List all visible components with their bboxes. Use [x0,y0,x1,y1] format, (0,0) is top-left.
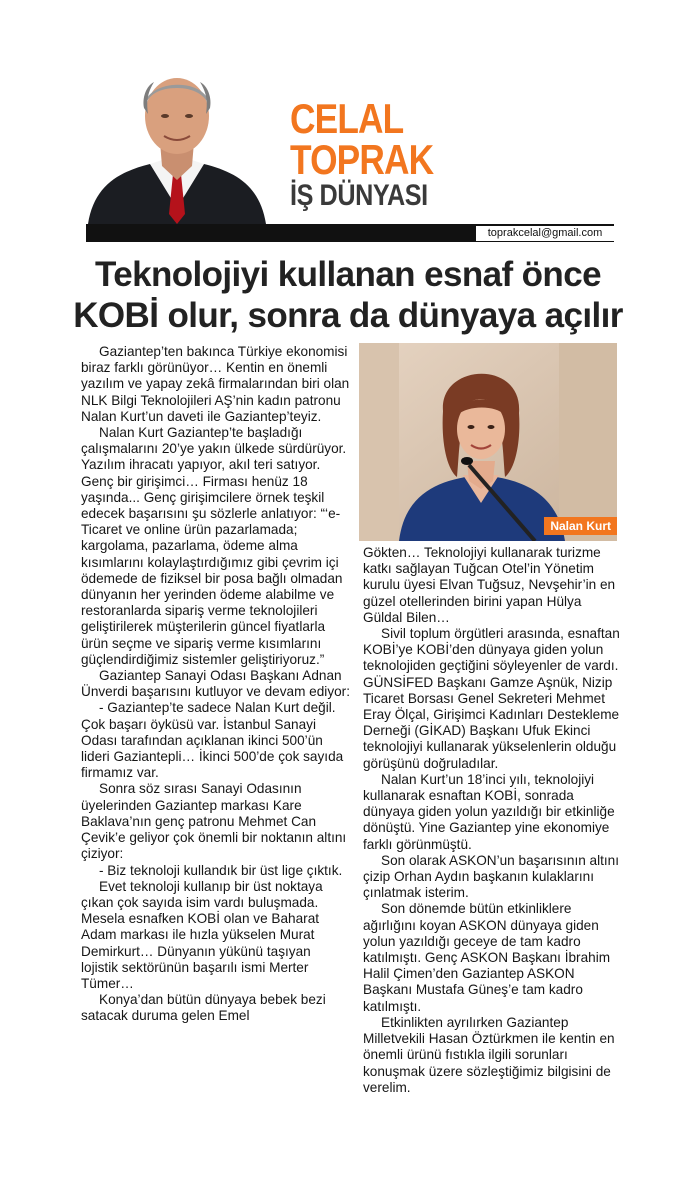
paragraph: Son olarak ASKON’un başarısının altını çizip Orhan Aydın başkanın kulaklarını çınlatmak isterim. [363,852,620,901]
headline-line-1: Teknolojiyi kullanan esnaf önce [95,255,601,294]
nalan-kurt-photo [359,343,617,541]
paragraph: Konya’dan bütün dünyaya bebek bezi satacak duruma gelen Emel [81,992,326,1024]
paragraph: Sivil toplum örgütleri arasında, esnaftan KOBİ’ye KOBİ’den dünyaya giden yolun teknolojiden geçtiğini söyleyenler de vardı. GÜNSİFED Başkanı Gamze Aşnük, Nizip Ticaret Borsası Genel Sekreteri Mehmet Eray Ölçal, Girişimci Kadınları Destekleme Derneği (GİKAD) Başkanı Ufuk Ekinci teknolojiyi kullanarak yükselenlerin olduğu görüşünü doğruladılar. [363,626,620,771]
paragraph: Gaziantep Sanayi Odası Başkanı Adnan Ünverdi başarısını kutluyor ve devam ediyor: [81,668,350,700]
paragraph: Nalan Kurt’un 18’inci yılı, teknolojiyi kullanarak esnaftan KOBİ, sonrada dünyaya giden yolun yazıldığı bir etkinliğe dönüştü. Yine Gaziantep yine ekonomiye farklı görünmüştü. [363,771,615,852]
article-left-column [81,344,351,1025]
columnist-first-name: CELAL [290,95,404,142]
paragraph: Gaziantep’ten bakınca Türkiye ekonomisi biraz farklı görünüyor… Kentin en önemli yazılım ve yapay zekâ firmalarından biri olan NLK Bilgi Teknolojileri AŞ’nin kadın patronu Nalan Kurt’un daveti ile Gaziantep’teyiz. [81,344,350,424]
paragraph: Evet teknoloji kullanıp bir üst noktaya çıkan çok sayıda isim vardı buluşmada. Mesela esnafken KOBİ olan ve Baharat Adam markası ile hızla yükselen Murat Demirkurt… Dünyanın yükünü taşıyan lojistik sektörünün başarılı ismi Merter Tümer… [81,878,323,991]
headline-line-2: KOBİ olur, sonra da dünyaya açılır [73,296,623,335]
columnist-portrait [88,68,266,224]
article-photo [359,343,617,541]
column-header [0,0,696,243]
columnist-email: toprakcelal@gmail.com [476,226,614,241]
paragraph: Sonra söz sırası Sanayi Odasının üyelerinden Gaziantep markası Kare Baklava’nın genç patronu Mehmet Can Çevik’e geliyor çok önemli bir noktanın altını çiziyor: [81,781,347,862]
article-right-column [363,545,621,1096]
paragraph: - Gaziantep’te sadece Nalan Kurt değil. Çok başarı öyküsü var. İstanbul Sanayi Odası tarafından açıklanan ikinci 500’ün lideri Gaziantepli… İkinci 500’de çok sayıda firmamız var. [81,700,344,781]
columnist-last-name: TOPRAK [290,136,434,183]
paragraph: - Biz teknoloji kullandık bir üst lige çıktık. [99,862,343,878]
photo-caption: Nalan Kurt [544,517,617,535]
paragraph: Son dönemde bütün etkinliklere ağırlığını koyan ASKON dünyaya giden yolun yazıldığı geceye de tam kadro katılmıştı. Genç ASKON Başkanı İbrahim Halil Çimen’den Gaziantep ASKON Başkanı Mustafa Güneş’e tam kadro katılmıştı. [363,901,611,1014]
paragraph: Gökten… Teknolojiyi kullanarak turizme katkı sağlayan Tuğcan Otel’in Yönetim kurulu üyesi Elvan Tuğsuz, Nevşehir’in en güzel otellerinden birini yapan Hülya Güldal Bilen… [363,545,616,625]
paragraph: Nalan Kurt Gaziantep’te başladığı çalışmalarını 20’ye yakın ülkede sürdürüyor. Yazılım ihracatı yapıyor, akıl teri satıyor. Genç bir girişimci… Firması henüz 18 yaşında... Genç girişimcilere örnek teşkil edecek başarısını şu sözlerle anlatıyor: “‘e-Ticaret ve online ürün pazarlamada; kargolama, pazarlama, ödeme alma kısımlarını kolaylaştırdığımız gibi çevrim içi ödemede de fiziksel bir posa bağlı olmadan dünyanın her yerinden ödeme alabilme ve restoranlarda sipariş verme teknolojileri geliştirilerek müşterilerin güncel fiyatlarla ürün seçme ve sipariş verme kısımlarını güçlendirdiğimiz sistemler geliştiriyoruz.” [81,425,347,667]
article-headline [60,254,636,336]
section-name: İŞ DÜNYASI [290,179,428,212]
paragraph: Etkinlikten ayrılırken Gaziantep Milletvekili Hasan Öztürkmen ile kentin en önemli ürünü fıstıkla ilgili sorunları konuşmak üzere sözleştiğimiz bilgisini de verelim. [363,1014,615,1095]
